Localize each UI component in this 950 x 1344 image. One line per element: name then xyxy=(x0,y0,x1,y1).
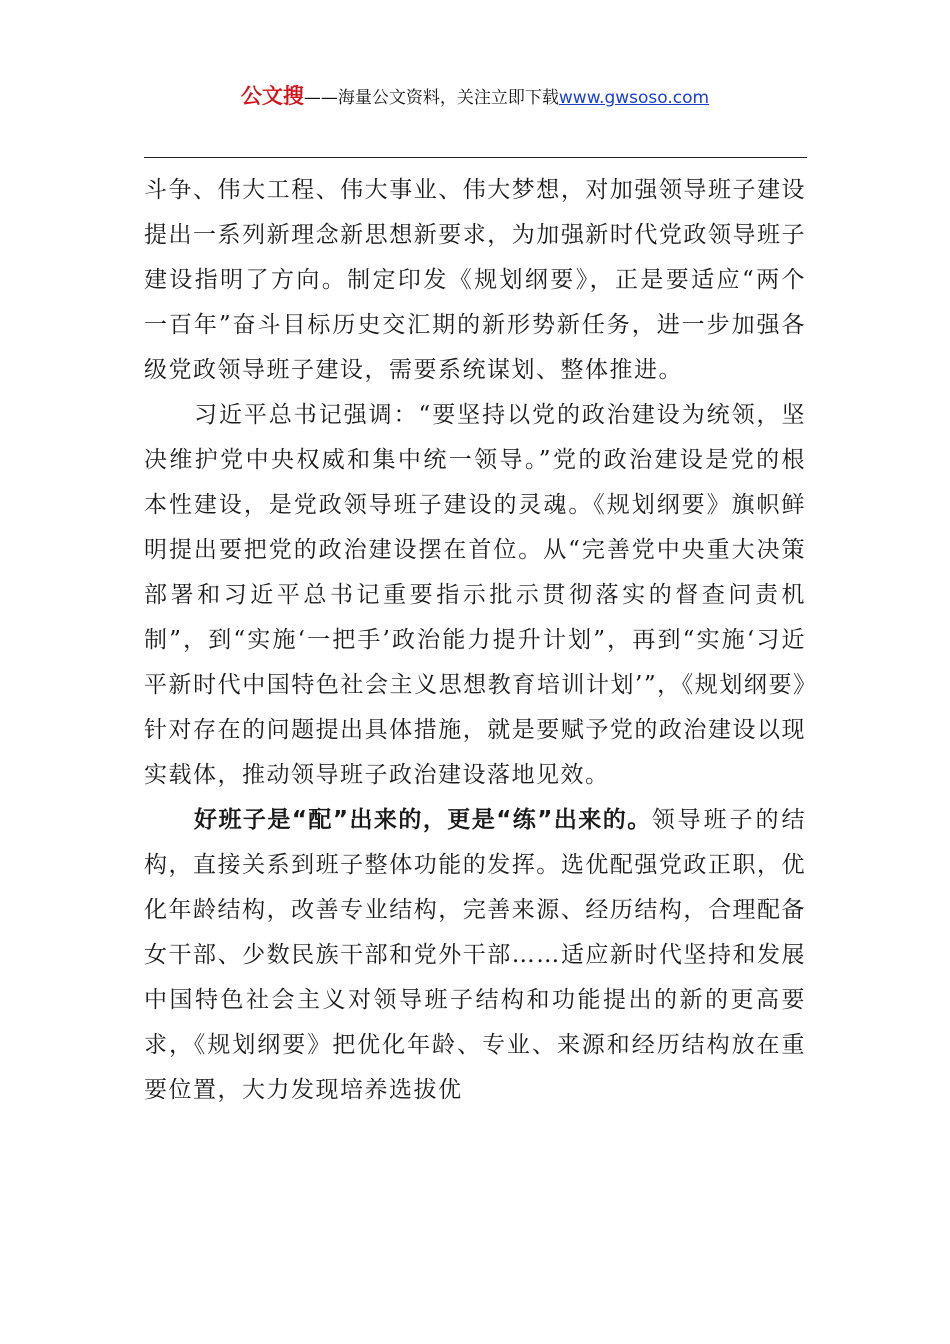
paragraph-3-text: 领导班子的结构，直接关系到班子整体功能的发挥。选优配强党政正职，优化年龄结构，改善专业结构，完善来源、经历结构，合理配备女干部、少数民族干部和党外干部……适应新时代坚持和发展中国特色社会主义对领导班子结构和功能提出的新的更高要求，《规划纲要》把优化年龄、专业、来源和经历结构放在重要位置，大力发现培养选拔优 xyxy=(144,807,807,1103)
document-header xyxy=(0,82,950,112)
paragraph-2 xyxy=(144,393,806,798)
paragraph-1-text: 斗争、伟大工程、伟大事业、伟大梦想，对加强领导班子建设提出一系列新理念新思想新要求，为加强新时代党政领导班子建设指明了方向。制定印发《规划纲要》，正是要适应“两个一百年”奋斗目标历史交汇期的新形势新任务，进一步加强各级党政领导班子建设，需要系统谋划、整体推进。 xyxy=(144,177,806,383)
document-body xyxy=(144,168,806,1113)
paragraph-3 xyxy=(144,798,806,1113)
header-tagline: ——海量公文资料，关注立即下载 xyxy=(303,88,559,108)
paragraph-3-lead-sentence: 好班子是“配”出来的，更是“练”出来的。 xyxy=(194,807,652,833)
website-link[interactable]: www.gwsoso.com xyxy=(558,88,710,108)
paragraph-1 xyxy=(144,168,806,393)
brand-name: 公文搜 xyxy=(240,84,304,108)
paragraph-2-text: 习近平总书记强调：“要坚持以党的政治建设为统领，坚决维护党中央权威和集中统一领导。”党的政治建设是党的根本性建设，是党政领导班子建设的灵魂。《规划纲要》旗帜鲜明提出要把党的政治建设摆在首位。从“完善党中央重大决策部署和习近平总书记重要指示批示贯彻落实的督查问责机制”，到“实施‘一把手’政治能力提升计划”，再到“实施‘习近平新时代中国特色社会主义思想教育培训计划’”，《规划纲要》针对存在的问题提出具体措施，就是要赋予党的政治建设以现实载体，推动领导班子政治建设落地见效。 xyxy=(144,402,806,788)
header-divider xyxy=(144,157,807,158)
